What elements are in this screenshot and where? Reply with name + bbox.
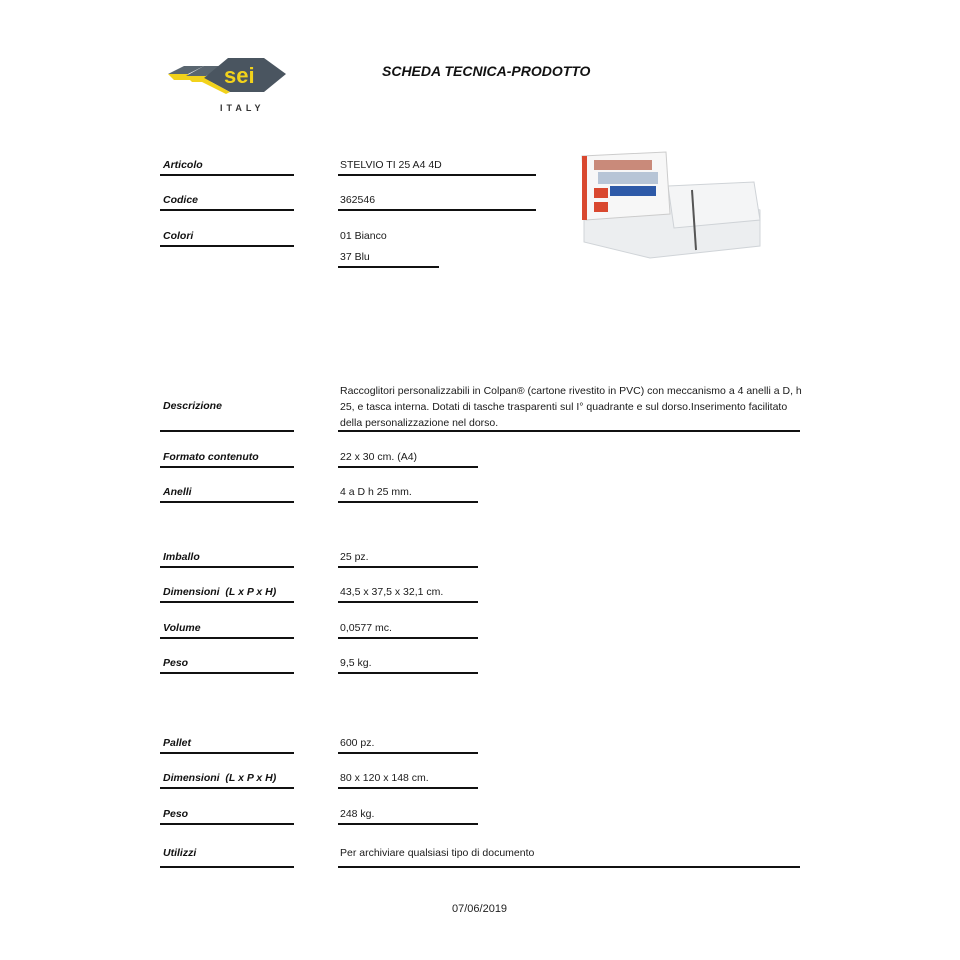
divider [338,466,478,468]
label-imballo-peso: Peso [163,657,189,669]
value-descrizione: Raccoglitori personalizzabili in Colpan® (cartone rivestito in PVC) con meccanismo a 4 anelli a D, h 25, e tasca interna. Dotati di tasche trasparenti sul I° quadrante e sul dorso.Inserimento facilitato della personalizzazione nel dorso. [340,385,802,429]
value-utilizzi: Per archiviare qualsiasi tipo di documento [340,847,535,859]
logo-subtitle: ITALY [220,103,265,113]
divider [160,787,294,789]
value-colore-2: 37 Blu [340,251,370,263]
page-title: SCHEDA TECNICA-PRODOTTO [382,63,591,79]
label-imballo: Imballo [163,551,200,563]
label-imballo-dimensioni: Dimensioni (L x P x H) [163,586,277,598]
label-articolo: Articolo [163,159,203,171]
label-descrizione: Descrizione [163,400,222,412]
divider [338,672,478,674]
label-pallet-peso: Peso [163,808,189,820]
divider [338,174,536,176]
label-pallet: Pallet [163,737,192,749]
divider [160,752,294,754]
divider [338,501,478,503]
divider [338,637,478,639]
divider [338,787,478,789]
divider [338,266,439,268]
value-pallet-dimensioni: 80 x 120 x 148 cm. [340,772,429,784]
divider [160,601,294,603]
divider [160,174,294,176]
label-volume: Volume [163,622,201,634]
divider [338,430,800,432]
label-colori: Colori [163,230,194,242]
footer-date: 07/06/2019 [452,903,508,915]
value-imballo-peso: 9,5 kg. [340,657,372,669]
divider [338,866,800,868]
value-formato: 22 x 30 cm. (A4) [340,451,418,463]
divider [160,566,294,568]
divider [160,466,294,468]
value-colore-1: 01 Bianco [340,230,387,242]
divider [160,245,294,247]
product-image [574,150,764,262]
divider [160,430,294,432]
logo-text: sei [224,63,255,88]
label-pallet-dimensioni: Dimensioni (L x P x H) [163,772,277,784]
value-imballo: 25 pz. [340,551,369,563]
label-utilizzi: Utilizzi [163,847,197,859]
value-pallet: 600 pz. [340,737,375,749]
divider [338,752,478,754]
divider [338,823,478,825]
divider [160,501,294,503]
divider [338,566,478,568]
value-anelli: 4 a D h 25 mm. [340,486,412,498]
divider [160,209,294,211]
divider [338,601,478,603]
divider [160,866,294,868]
divider [160,637,294,639]
value-imballo-dimensioni: 43,5 x 37,5 x 32,1 cm. [340,586,444,598]
value-pallet-peso: 248 kg. [340,808,375,820]
label-codice: Codice [163,194,199,206]
label-anelli: Anelli [163,486,192,498]
divider [160,672,294,674]
label-formato: Formato contenuto [163,451,259,463]
divider [160,823,294,825]
value-codice: 362546 [340,194,376,206]
value-articolo: STELVIO TI 25 A4 4D [340,159,442,171]
value-volume: 0,0577 mc. [340,622,392,634]
divider [338,209,536,211]
